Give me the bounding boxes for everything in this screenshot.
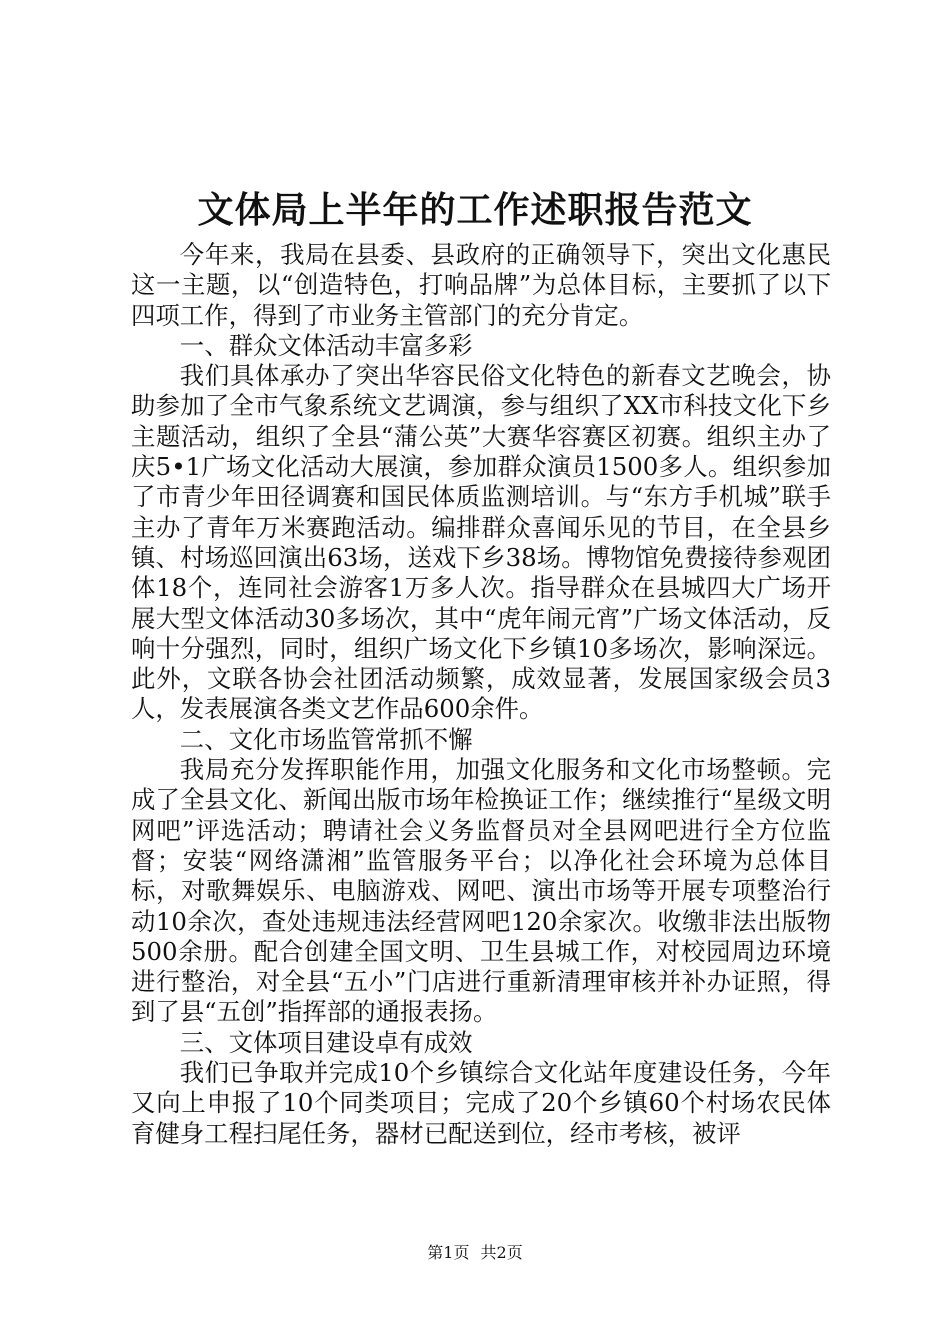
intro-paragraph: 今年来，我局在县委、县政府的正确领导下，突出文化惠民这一主题，以“创造特色，打响品牌”为总体目标，主要抓了以下四项工作，得到了市业务主管部门的充分肯定。	[131, 240, 831, 330]
page-footer	[0, 1242, 950, 1264]
section-paragraph-2: 我局充分发挥职能作用，加强文化服务和文化市场整顿。完成了全县文化、新闻出版市场年检换证工作；继续推行“星级文明网吧”评选活动；聘请社会义务监督员对全县网吧进行全方位监督；安装“网络潇湘”监管服务平台；以净化社会环境为总体目标，对歌舞娱乐、电脑游戏、网吧、演出市场等开展专项整治行动10余次，查处违规违法经营网吧120余家次。收缴非法出版物500余册。配合创建全国文明、卫生县城工作，对校园周边环境进行整治，对全县“五小”门店进行重新清理审核并补办证照，得到了县“五创”指挥部的通报表扬。	[131, 755, 831, 1027]
section-heading-1: 一、群众文体活动丰富多彩	[179, 330, 473, 360]
section-paragraph-3: 我们已争取并完成10个乡镇综合文化站年度建设任务，今年又向上申报了10个同类项目；完成了20个乡镇60个村场农民体育健身工程扫尾任务，器材已配送到位，经市考核，被评	[131, 1058, 831, 1148]
section-heading-3: 三、文体项目建设卓有成效	[179, 1027, 473, 1057]
document-body	[131, 240, 831, 1149]
section-heading-2: 二、文化市场监管常抓不懈	[179, 724, 473, 754]
page-total: 共2页	[480, 1243, 523, 1262]
section-paragraph-1: 我们具体承办了突出华容民俗文化特色的新春文艺晚会，协助参加了全市气象系统文艺调演，参与组织了XX市科技文化下乡主题活动，组织了全县“蒲公英”大赛华容赛区初赛。组织主办了庆5•1广场文化活动大展演，参加群众演员1500多人。组织参加了市青少年田径调赛和国民体质监测培训。与“东方手机城”联手主办了青年万米赛跑活动。编排群众喜闻乐见的节目，在全县乡镇、村场巡回演出63场，送戏下乡38场。博物馆免费接待参观团体18个，连同社会游客1万多人次。指导群众在县城四大广场开展大型文体活动30多场次，其中“虎年闹元宵”广场文体活动，反响十分强烈，同时，组织广场文化下乡镇10多场次，影响深远。此外，文联各协会社团活动频繁，成效显著，发展国家级会员3人，发表展演各类文艺作品600余件。	[131, 361, 831, 724]
page-number: 第1页	[427, 1243, 470, 1262]
document-title: 文体局上半年的工作述职报告范文	[197, 189, 753, 231]
